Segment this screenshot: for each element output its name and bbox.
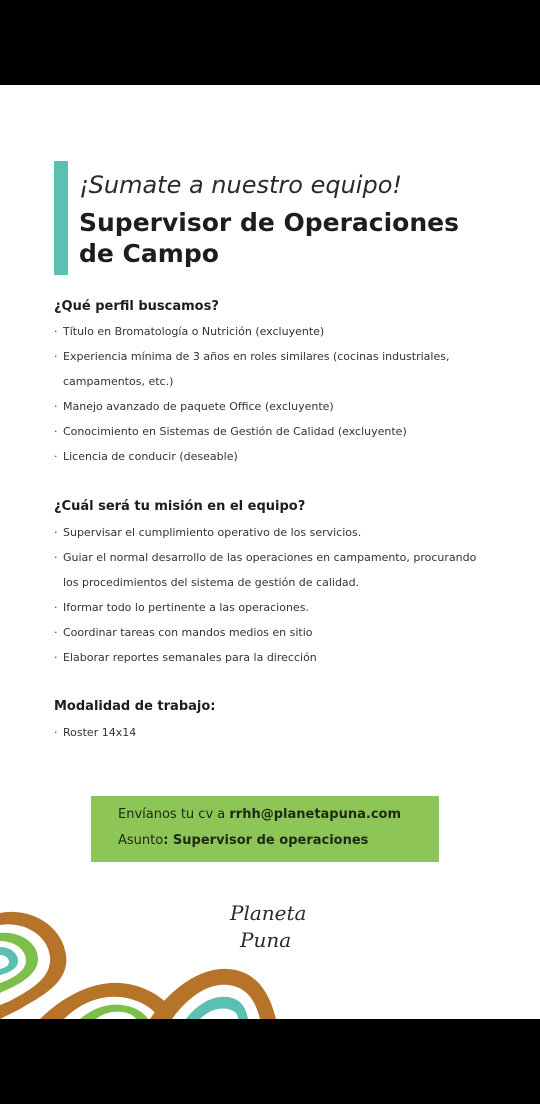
list-item: · Coordinar tareas con mandos medios en sitio (54, 620, 494, 645)
decorative-waves (0, 885, 540, 1019)
accent-bar (54, 161, 68, 275)
list-item: · Elaborar reportes semanales para la dirección (54, 645, 494, 670)
subject-value: : Supervisor de operaciones (163, 833, 369, 848)
subject-label: Asunto (118, 833, 164, 848)
profile-heading: ¿Qué perfil buscamos? (54, 299, 219, 314)
tagline: ¡Sumate a nuestro equipo! (79, 171, 402, 199)
profile-list (54, 319, 494, 469)
list-item: · Conocimiento en Sistemas de Gestión de Calidad (excluyente) (54, 419, 494, 444)
list-item: · Licencia de conducir (deseable) (54, 444, 494, 469)
modality-list (54, 720, 494, 745)
contact-email-line (118, 807, 401, 822)
mission-heading: ¿Cuál será tu misión en el equipo? (54, 499, 306, 514)
logo-word-planeta: Planeta (230, 901, 307, 925)
job-title-line1: Supervisor de Operaciones (79, 208, 459, 237)
list-item: · Supervisar el cumplimiento operativo de los servicios. (54, 520, 494, 545)
list-item: · Experiencia mínima de 3 años en roles similares (cocinas industriales, campamentos, etc.) (54, 344, 494, 394)
job-posting (0, 85, 540, 1019)
list-item: · Iformar todo lo pertinente a las operaciones. (54, 595, 494, 620)
list-item: · Guiar el normal desarrollo de las operaciones en campamento, procurando los procedimientos del sistema de gestión de calidad. (54, 545, 494, 595)
list-item: · Título en Bromatología o Nutrición (excluyente) (54, 319, 494, 344)
list-item: · Manejo avanzado de paquete Office (excluyente) (54, 394, 494, 419)
email-link[interactable]: rrhh@planetapuna.com (229, 807, 402, 822)
contact-subject-line (118, 833, 368, 848)
job-title-line2: de Campo (79, 239, 219, 268)
job-title (79, 207, 519, 269)
modality-heading: Modalidad de trabajo: (54, 699, 216, 714)
contact-box (91, 796, 439, 862)
logo-word-puna: Puna (240, 928, 292, 952)
list-item: · Roster 14x14 (54, 720, 494, 745)
contact-prefix: Envíanos tu cv a (118, 807, 230, 822)
mission-list (54, 520, 494, 670)
